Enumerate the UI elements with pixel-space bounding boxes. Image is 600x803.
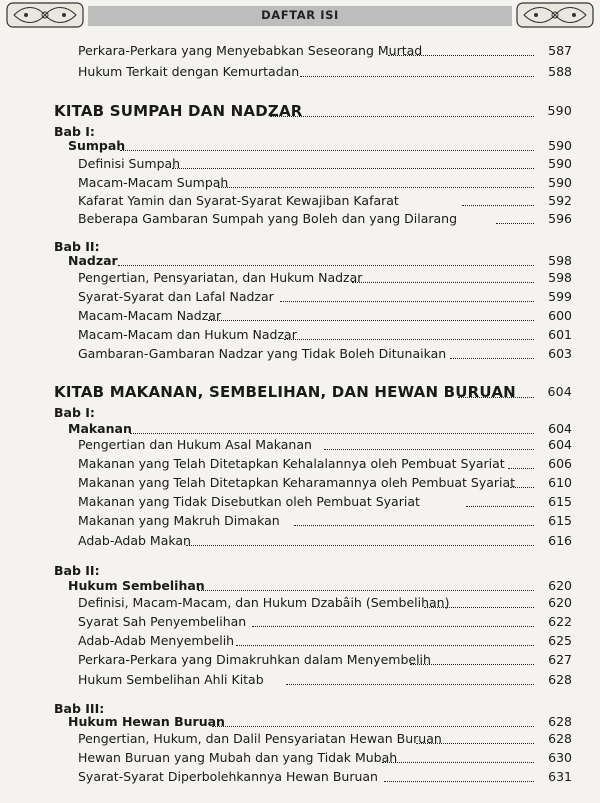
toc-entry[interactable]: Makanan yang Telah Ditetapkan Kehalalannya oleh Pembuat Syariat 606	[78, 456, 572, 471]
dot-leader	[410, 664, 534, 665]
toc-entry[interactable]: Gambaran-Gambaran Nadzar yang Tidak Boleh Ditunaikan 603	[78, 346, 572, 361]
dot-leader	[510, 487, 534, 488]
dot-leader	[198, 590, 534, 591]
toc-entry[interactable]: Pengertian dan Hukum Asal Makanan 604	[78, 437, 572, 452]
toc-entry[interactable]: Perkara-Perkara yang Menyebabkan Seseorang Murtad 587	[78, 43, 572, 58]
toc-entry[interactable]: Definisi Sumpah 590	[78, 156, 572, 171]
dot-leader	[284, 339, 534, 340]
dot-leader	[186, 545, 534, 546]
dot-leader	[252, 626, 534, 627]
dot-leader	[280, 301, 534, 302]
dot-leader	[382, 762, 534, 763]
dot-leader	[270, 116, 534, 117]
toc-entry[interactable]: Macam-Macam dan Hukum Nadzar 601	[78, 327, 572, 342]
bab-label: Bab I:	[54, 405, 95, 420]
dot-leader	[286, 684, 534, 685]
dot-leader	[384, 781, 534, 782]
dot-leader	[324, 449, 534, 450]
bab-title-entry[interactable]: Makanan 604	[68, 421, 572, 436]
toc-entry[interactable]: Macam-Macam Sumpah 590	[78, 175, 572, 190]
page-title: DAFTAR ISI	[261, 8, 339, 22]
toc-entry[interactable]: Pengertian, Pensyariatan, dan Hukum Nadzar 598	[78, 270, 572, 285]
dot-leader	[118, 265, 534, 266]
toc-entry[interactable]: Syarat-Syarat Diperbolehkannya Hewan Buruan 631	[78, 769, 572, 784]
bab-title-entry[interactable]: Sumpah 590	[68, 138, 572, 153]
dot-leader	[300, 76, 534, 77]
dot-leader	[424, 607, 534, 608]
toc-entry[interactable]: Kafarat Yamin dan Syarat-Syarat Kewajiban Kafarat 592	[78, 193, 572, 208]
dot-leader	[416, 743, 534, 744]
bab-label: Bab III:	[54, 701, 105, 716]
dot-leader	[212, 726, 534, 727]
bab-title-entry[interactable]: Hukum Sembelihan 620	[68, 578, 572, 593]
toc-entry[interactable]: Beberapa Gambaran Sumpah yang Boleh dan yang Dilarang 596	[78, 211, 572, 226]
bab-label: Bab II:	[54, 563, 100, 578]
toc-entry[interactable]: Makanan yang Makruh Dimakan 615	[78, 513, 572, 528]
dot-leader	[172, 168, 534, 169]
toc-entry[interactable]: Macam-Macam Nadzar 600	[78, 308, 572, 323]
kitab-heading[interactable]: KITAB MAKANAN, SEMBELIHAN, DAN HEWAN BURUAN 604	[54, 383, 572, 401]
toc-entry[interactable]: Adab-Adab Menyembelih 625	[78, 633, 572, 648]
dot-leader	[120, 150, 534, 151]
toc-entry[interactable]: Hukum Sembelihan Ahli Kitab 628	[78, 672, 572, 687]
bab-title-entry[interactable]: Hukum Hewan Buruan 628	[68, 714, 572, 729]
dot-leader	[352, 282, 534, 283]
toc-entry[interactable]: Perkara-Perkara yang Dimakruhkan dalam Menyembelih 627	[78, 652, 572, 667]
toc-entry[interactable]: Syarat Sah Penyembelihan 622	[78, 614, 572, 629]
toc-entry[interactable]: Hukum Terkait dengan Kemurtadan 588	[78, 64, 572, 79]
bab-label: Bab I:	[54, 124, 95, 139]
dot-leader	[294, 525, 534, 526]
toc-entry[interactable]: Syarat-Syarat dan Lafal Nadzar 599	[78, 289, 572, 304]
dot-leader	[218, 187, 534, 188]
toc-entry[interactable]: Makanan yang Tidak Disebutkan oleh Pembuat Syariat 615	[78, 494, 572, 509]
toc-entry[interactable]: Adab-Adab Makan 616	[78, 533, 572, 548]
toc-entry[interactable]: Hewan Buruan yang Mubah dan yang Tidak Mubah 630	[78, 750, 572, 765]
toc-entry[interactable]: Pengertian, Hukum, dan Dalil Pensyariatan Hewan Buruan 628	[78, 731, 572, 746]
dot-leader	[236, 645, 534, 646]
toc-entry[interactable]: Definisi, Macam-Macam, dan Hukum Dzabâih (Sembelihan) 620	[78, 595, 572, 610]
bab-title-entry[interactable]: Nadzar 598	[68, 253, 572, 268]
dot-leader	[466, 506, 534, 507]
bab-label: Bab II:	[54, 239, 100, 254]
dot-leader	[508, 468, 534, 469]
dot-leader	[450, 358, 534, 359]
dot-leader	[208, 320, 534, 321]
kitab-heading[interactable]: KITAB SUMPAH DAN NADZAR 590	[54, 102, 572, 120]
dot-leader	[458, 397, 534, 398]
dot-leader	[388, 55, 534, 56]
dot-leader	[462, 205, 534, 206]
toc-entry[interactable]: Makanan yang Telah Ditetapkan Keharamannya oleh Pembuat Syariat 610	[78, 475, 572, 490]
dot-leader	[496, 223, 534, 224]
